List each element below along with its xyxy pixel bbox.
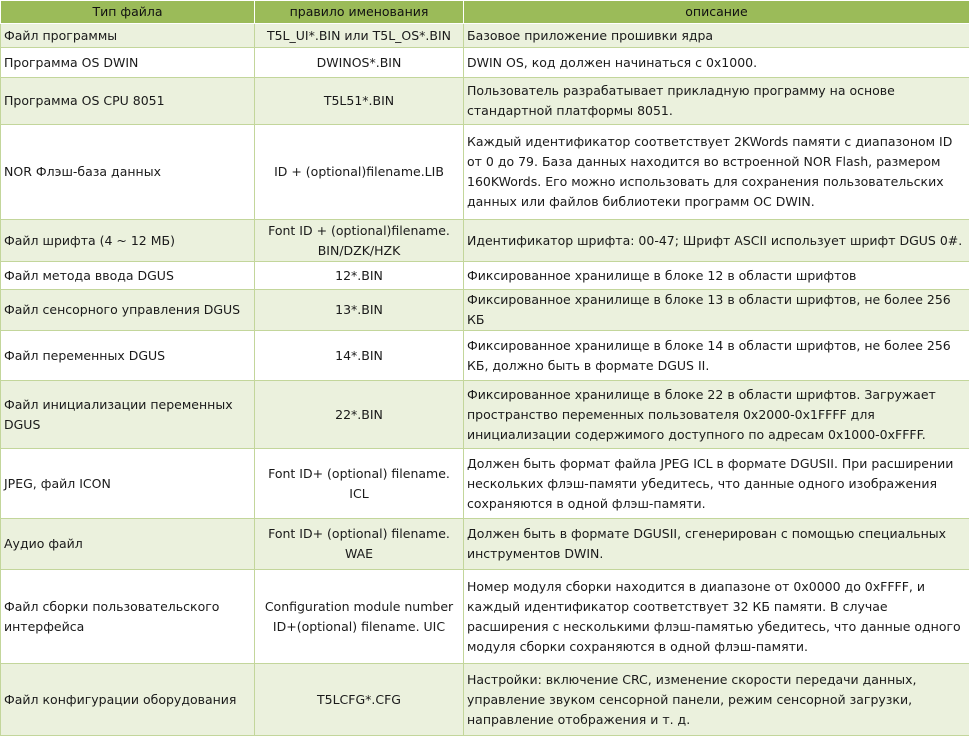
table-row (1, 449, 969, 519)
description-cell: Идентификатор шрифта: 00-47; Шрифт ASCII использует шрифт DGUS 0#. (464, 220, 969, 262)
description-cell: Каждый идентификатор соответствует 2KWords памяти с диапазоном ID от 0 до 79. База данных находится во встроенной NOR Flash, размером 160KWords. Его можно использовать для сохранения пользовательских данных или файлов библиотеки программ ОС DWIN. (464, 125, 969, 220)
description-cell: Фиксированное хранилище в блоке 14 в области шрифтов, не более 256 КБ, должно быть в формате DGUS II. (464, 331, 969, 381)
header-naming-rule: правило именования (255, 1, 464, 24)
naming-rule-cell: T5LCFG*.CFG (255, 664, 464, 736)
description-cell: Фиксированное хранилище в блоке 12 в области шрифтов (464, 262, 969, 290)
file-type-cell: NOR Флэш-база данных (1, 125, 255, 220)
table-row (1, 48, 969, 78)
description-cell: Базовое приложение прошивки ядра (464, 24, 969, 48)
naming-rule-cell: DWINOS*.BIN (255, 48, 464, 78)
table-row (1, 664, 969, 736)
table-row (1, 290, 969, 331)
table-row (1, 220, 969, 262)
table-row (1, 125, 969, 220)
description-cell: Должен быть формат файла JPEG ICL в формате DGUSII. При расширении нескольких флэш-памяти убедитесь, что данные одного изображения сохраняются в одной флэш-памяти. (464, 449, 969, 519)
file-type-cell: Файл сенсорного управления DGUS (1, 290, 255, 331)
file-type-cell: Файл сборки пользовательского интерфейса (1, 570, 255, 664)
naming-rule-cell: ID + (optional)filename.LIB (255, 125, 464, 220)
file-type-cell: Файл шрифта (4 ~ 12 МБ) (1, 220, 255, 262)
file-type-cell: Файл инициализации переменных DGUS (1, 381, 255, 449)
description-cell: Фиксированное хранилище в блоке 22 в области шрифтов. Загружает пространство переменных пользователя 0x2000-0x1FFFF для инициализации содержимого доступного по адресам 0x1000-0xFFFF. (464, 381, 969, 449)
header-row (1, 1, 969, 24)
naming-rule-cell: Font ID + (optional)filename. BIN/DZK/HZK (255, 220, 464, 262)
description-cell: Должен быть в формате DGUSII, сгенерирован с помощью специальных инструментов DWIN. (464, 519, 969, 570)
table-row (1, 519, 969, 570)
naming-rule-cell: Font ID+ (optional) filename. WAE (255, 519, 464, 570)
file-type-cell: Файл переменных DGUS (1, 331, 255, 381)
description-cell: Настройки: включение CRC, изменение скорости передачи данных, управление звуком сенсорной панели, режим сенсорной загрузки, направление отображения и т. д. (464, 664, 969, 736)
file-type-cell: Программа OS CPU 8051 (1, 78, 255, 125)
naming-rule-cell: T5L51*.BIN (255, 78, 464, 125)
file-type-cell: JPEG, файл ICON (1, 449, 255, 519)
table-row (1, 262, 969, 290)
naming-rule-cell: T5L_UI*.BIN или T5L_OS*.BIN (255, 24, 464, 48)
file-type-cell: Файл метода ввода DGUS (1, 262, 255, 290)
naming-rule-cell: 13*.BIN (255, 290, 464, 331)
naming-rule-cell: 14*.BIN (255, 331, 464, 381)
table-row (1, 331, 969, 381)
naming-rule-cell: 12*.BIN (255, 262, 464, 290)
table-row (1, 381, 969, 449)
naming-rule-cell: Configuration module number ID+(optional) filename. UIC (255, 570, 464, 664)
file-type-cell: Файл конфигурации оборудования (1, 664, 255, 736)
naming-rule-cell: Font ID+ (optional) filename. ICL (255, 449, 464, 519)
file-type-cell: Файл программы (1, 24, 255, 48)
table-row (1, 570, 969, 664)
file-type-cell: Аудио файл (1, 519, 255, 570)
file-type-cell: Программа OS DWIN (1, 48, 255, 78)
header-description: описание (464, 1, 969, 24)
description-cell: DWIN OS, код должен начинаться с 0x1000. (464, 48, 969, 78)
naming-rule-cell: 22*.BIN (255, 381, 464, 449)
description-cell: Пользователь разрабатывает прикладную программу на основе стандартной платформы 8051. (464, 78, 969, 125)
description-cell: Номер модуля сборки находится в диапазоне от 0x0000 до 0xFFFF, и каждый идентификатор соответствует 32 КБ памяти. В случае расширения с несколькими флэш-памятью убедитесь, что данные одного модуля сборки сохраняются в одной флэш-памяти. (464, 570, 969, 664)
description-cell: Фиксированное хранилище в блоке 13 в области шрифтов, не более 256 КБ (464, 290, 969, 331)
table-row (1, 24, 969, 48)
header-file-type: Тип файла (1, 1, 255, 24)
table-row (1, 78, 969, 125)
